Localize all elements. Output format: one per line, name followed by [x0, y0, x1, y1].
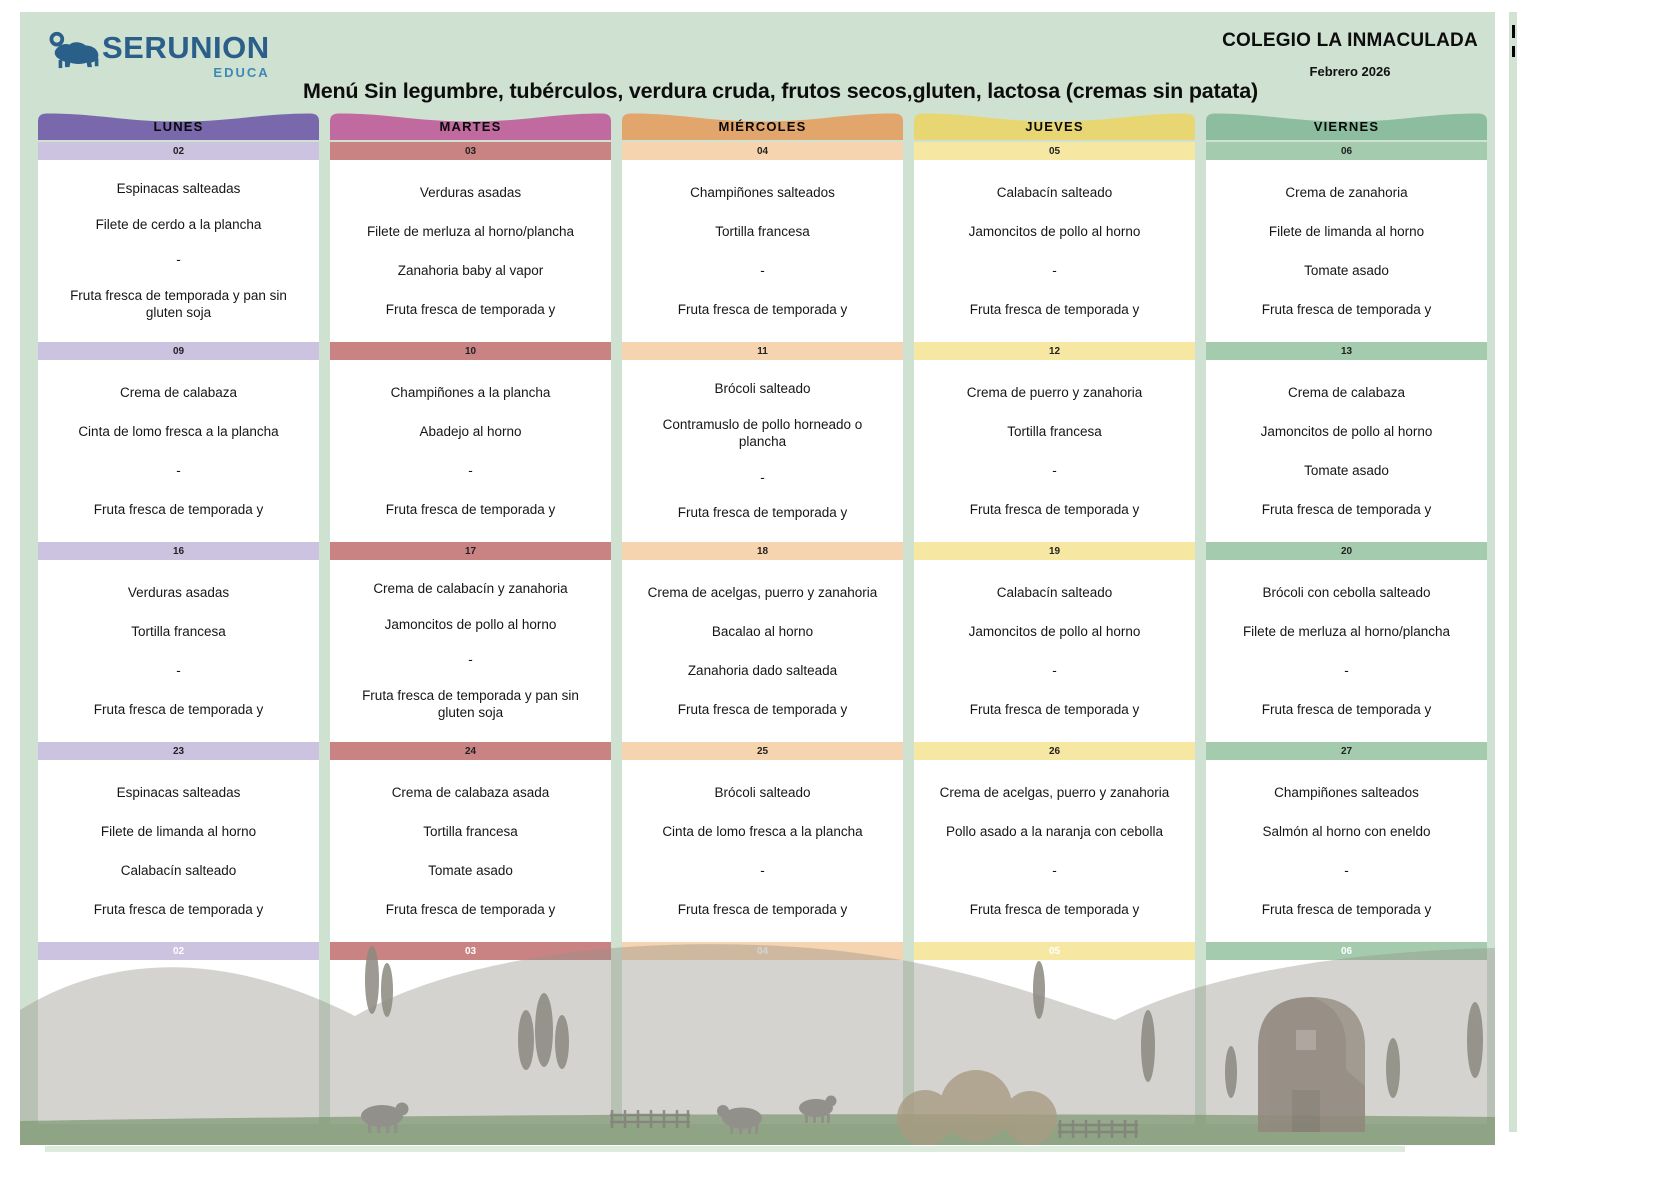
menu-cell: [38, 360, 319, 542]
menu-item: Jamoncitos de pollo al horno: [968, 223, 1141, 239]
day-column-viernes: [1206, 110, 1487, 1124]
menu-item: Filete de merluza al horno/plancha: [1242, 623, 1451, 639]
menu-item: Fruta fresca de temporada y pan sin gluten soja: [362, 687, 579, 721]
serunion-logo: [46, 24, 296, 80]
date-strip: [1206, 342, 1487, 360]
day-column-miercoles: [622, 110, 903, 1124]
date-strip: [622, 142, 903, 160]
menu-item: Zanahoria dado salteada: [687, 662, 838, 678]
menu-item: Crema de calabaza: [1287, 384, 1406, 400]
day-header-lunes: [38, 110, 319, 140]
menu-item: Tomate asado: [1304, 262, 1389, 278]
menu-item: Jamoncitos de pollo al horno: [384, 616, 557, 632]
menu-item: Crema de calabaza asada: [391, 784, 550, 800]
day-header-miercoles: [622, 110, 903, 140]
menu-item: Fruta fresca de temporada y: [385, 901, 556, 917]
date-strip: [38, 742, 319, 760]
date-label: 05: [1048, 945, 1061, 957]
menu-item: Fruta fresca de temporada y: [677, 301, 848, 317]
school-name: COLEGIO LA INMACULADA: [1222, 30, 1478, 51]
menu-item: Fruta fresca de temporada y: [969, 301, 1140, 317]
menu-item: Fruta fresca de temporada y: [385, 501, 556, 517]
menu-item: Espinacas salteadas: [116, 784, 241, 800]
menu-item: Espinacas salteadas: [116, 181, 241, 197]
menu-item: Jamoncitos de pollo al horno: [968, 623, 1141, 639]
menu-cell: [330, 760, 611, 942]
menu-item: Filete de limanda al horno: [1268, 223, 1425, 239]
menu-item: Fruta fresca de temporada y: [1261, 701, 1432, 717]
date-strip: [914, 742, 1195, 760]
menu-item: -: [176, 252, 181, 268]
day-card: [330, 142, 611, 1124]
menu-item: -: [176, 462, 181, 478]
date-strip: [330, 942, 611, 960]
menu-item: Fruta fresca de temporada y: [677, 901, 848, 917]
menu-cell-empty: [1206, 960, 1487, 1124]
day-header-viernes: [1206, 110, 1487, 140]
date-label: 03: [464, 945, 477, 957]
date-strip: [330, 342, 611, 360]
menu-item: Tomate asado: [428, 862, 513, 878]
date-label: 06: [1340, 145, 1353, 157]
page-edge-sliver: [1509, 12, 1517, 1132]
menu-item: Tortilla francesa: [131, 623, 226, 639]
date-label: 20: [1340, 545, 1353, 557]
panel-bottom-strip: [45, 1146, 1405, 1152]
date-label: 10: [464, 345, 477, 357]
menu-item: Jamoncitos de pollo al horno: [1260, 423, 1433, 439]
day-card: [914, 142, 1195, 1124]
date-label: 02: [172, 145, 185, 157]
date-label: 03: [464, 145, 477, 157]
date-label: 09: [172, 345, 185, 357]
menu-item: Crema de acelgas, puerro y zanahoria: [939, 784, 1170, 800]
date-strip: [1206, 142, 1487, 160]
menu-item: Fruta fresca de temporada y: [93, 701, 264, 717]
menu-item: Crema de acelgas, puerro y zanahoria: [647, 584, 878, 600]
brand-name: SERUNION: [102, 30, 270, 65]
menu-item: Tortilla francesa: [423, 823, 518, 839]
menu-item: Fruta fresca de temporada y: [1261, 901, 1432, 917]
menu-item: -: [1052, 662, 1057, 678]
menu-cell: [1206, 160, 1487, 342]
menu-cell: [330, 160, 611, 342]
menu-item: Contramuslo de pollo horneado o plancha: [662, 416, 863, 450]
date-label: 04: [756, 145, 769, 157]
menu-item: Tomate asado: [1304, 462, 1389, 478]
date-strip: [914, 942, 1195, 960]
menu-item: Filete de merluza al horno/plancha: [366, 223, 575, 239]
menu-item: Crema de puerro y zanahoria: [966, 384, 1143, 400]
menu-item: Brócoli salteado: [714, 784, 811, 800]
menu-item: Filete de limanda al horno: [100, 823, 257, 839]
menu-item: Pollo asado a la naranja con cebolla: [946, 823, 1163, 839]
menu-item: -: [760, 469, 765, 485]
menu-item: Crema de calabacín y zanahoria: [373, 581, 568, 597]
menu-item: Crema de zanahoria: [1285, 184, 1408, 200]
menu-cell: [38, 160, 319, 342]
menu-item: Abadejo al horno: [419, 423, 522, 439]
date-label: 13: [1340, 345, 1353, 357]
date-label: 19: [1048, 545, 1061, 557]
menu-item: Verduras asadas: [419, 184, 522, 200]
menu-item: -: [468, 462, 473, 478]
menu-item: -: [1344, 662, 1349, 678]
menu-cell-empty: [622, 960, 903, 1124]
menu-item: -: [1052, 262, 1057, 278]
menu-cell: [914, 360, 1195, 542]
date-strip: [1206, 742, 1487, 760]
menu-cell: [330, 560, 611, 742]
day-label: VIERNES: [1313, 119, 1380, 134]
menu-item: Fruta fresca de temporada y: [1261, 301, 1432, 317]
menu-item: Fruta fresca de temporada y: [677, 701, 848, 717]
menu-cell: [622, 760, 903, 942]
menu-cell: [914, 560, 1195, 742]
date-strip: [622, 342, 903, 360]
date-label: 23: [172, 745, 185, 757]
date-label: 06: [1340, 945, 1353, 957]
date-strip: [622, 942, 903, 960]
date-label: 11: [757, 345, 768, 357]
date-label: 24: [464, 745, 477, 757]
date-label: 12: [1048, 345, 1061, 357]
menu-item: Fruta fresca de temporada y: [93, 501, 264, 517]
date-label: 18: [756, 545, 769, 557]
date-strip: [38, 542, 319, 560]
date-strip: [914, 142, 1195, 160]
menu-item: Cinta de lomo fresca a la plancha: [78, 423, 279, 439]
menu-item: Fruta fresca de temporada y: [969, 701, 1140, 717]
menu-item: -: [760, 862, 765, 878]
menu-item: Zanahoria baby al vapor: [397, 262, 544, 278]
date-label: 26: [1048, 745, 1061, 757]
date-strip: [914, 342, 1195, 360]
date-strip: [622, 742, 903, 760]
date-label: 16: [172, 545, 185, 557]
menu-cell: [914, 760, 1195, 942]
menu-cell: [914, 160, 1195, 342]
menu-item: Champiñones salteados: [690, 184, 835, 200]
day-card: [622, 142, 903, 1124]
date-strip: [330, 742, 611, 760]
date-label: 17: [464, 545, 477, 557]
menu-cell: [38, 560, 319, 742]
menu-item: Tortilla francesa: [1007, 423, 1102, 439]
menu-item: Fruta fresca de temporada y: [677, 505, 848, 521]
date-strip: [330, 542, 611, 560]
menu-item: Fruta fresca de temporada y: [969, 501, 1140, 517]
day-label: LUNES: [153, 119, 204, 134]
day-label: MARTES: [439, 119, 502, 134]
menu-cell: [1206, 560, 1487, 742]
day-column-jueves: [914, 110, 1195, 1124]
menu-item: Calabacín salteado: [120, 862, 237, 878]
menu-item: -: [1052, 862, 1057, 878]
menu-cell: [330, 360, 611, 542]
menu-item: -: [468, 652, 473, 668]
edge-artifact: [1512, 46, 1515, 57]
menu-item: Verduras asadas: [127, 584, 230, 600]
menu-item: -: [1052, 462, 1057, 478]
menu-cell-empty: [38, 960, 319, 1124]
menu-item: Filete de cerdo a la plancha: [95, 216, 262, 232]
date-strip: [622, 542, 903, 560]
menu-item: Fruta fresca de temporada y pan sin gluten soja: [70, 287, 287, 321]
edge-artifact: [1512, 25, 1515, 38]
menu-item: Calabacín salteado: [996, 584, 1113, 600]
menu-item: Calabacín salteado: [996, 184, 1113, 200]
date-label: 27: [1340, 745, 1353, 757]
goat-icon: [46, 28, 102, 72]
date-strip: [330, 142, 611, 160]
menu-cell-empty: [330, 960, 611, 1124]
date-strip: [38, 342, 319, 360]
month-label: Febrero 2026: [1309, 64, 1391, 79]
day-header-jueves: [914, 110, 1195, 140]
date-label: 05: [1048, 145, 1061, 157]
menu-cell: [1206, 760, 1487, 942]
menu-item: Salmón al horno con eneldo: [1262, 823, 1431, 839]
menu-cell: [38, 760, 319, 942]
date-strip: [914, 542, 1195, 560]
date-strip: [38, 142, 319, 160]
day-card: [1206, 142, 1487, 1124]
menu-item: Champiñones salteados: [1274, 784, 1419, 800]
day-column-martes: [330, 110, 611, 1124]
menu-cell: [1206, 360, 1487, 542]
date-label: 02: [172, 945, 185, 957]
menu-item: Tortilla francesa: [715, 223, 810, 239]
menu-cell: [622, 160, 903, 342]
brand-subtitle: EDUCA: [213, 65, 270, 80]
day-label: JUEVES: [1025, 119, 1084, 134]
day-label: MIÉRCOLES: [718, 119, 807, 134]
menu-item: Brócoli salteado: [714, 381, 811, 397]
menu-item: Cinta de lomo fresca a la plancha: [662, 823, 863, 839]
date-strip: [1206, 542, 1487, 560]
menu-item: Fruta fresca de temporada y: [385, 301, 556, 317]
menu-item: -: [1344, 862, 1349, 878]
menu-item: Fruta fresca de temporada y: [93, 901, 264, 917]
menu-item: -: [760, 262, 765, 278]
menu-cell: [622, 360, 903, 542]
menu-item: Brócoli con cebolla salteado: [1262, 584, 1431, 600]
menu-cell: [622, 560, 903, 742]
menu-title: Menú Sin legumbre, tubérculos, verdura cruda, frutos secos,gluten, lactosa (cremas sin patata): [303, 79, 1258, 103]
menu-item: -: [176, 662, 181, 678]
menu-item: Fruta fresca de temporada y: [1261, 501, 1432, 517]
day-header-martes: [330, 110, 611, 140]
date-label: 25: [756, 745, 769, 757]
date-strip: [38, 942, 319, 960]
date-label: 04: [756, 945, 769, 957]
day-column-lunes: [38, 110, 319, 1124]
menu-item: Crema de calabaza: [119, 384, 238, 400]
menu-item: Champiñones a la plancha: [390, 384, 551, 400]
menu-board: [38, 110, 1487, 1124]
menu-item: Bacalao al horno: [711, 623, 814, 639]
day-card: [38, 142, 319, 1124]
menu-cell-empty: [914, 960, 1195, 1124]
date-strip: [1206, 942, 1487, 960]
menu-item: Fruta fresca de temporada y: [969, 901, 1140, 917]
